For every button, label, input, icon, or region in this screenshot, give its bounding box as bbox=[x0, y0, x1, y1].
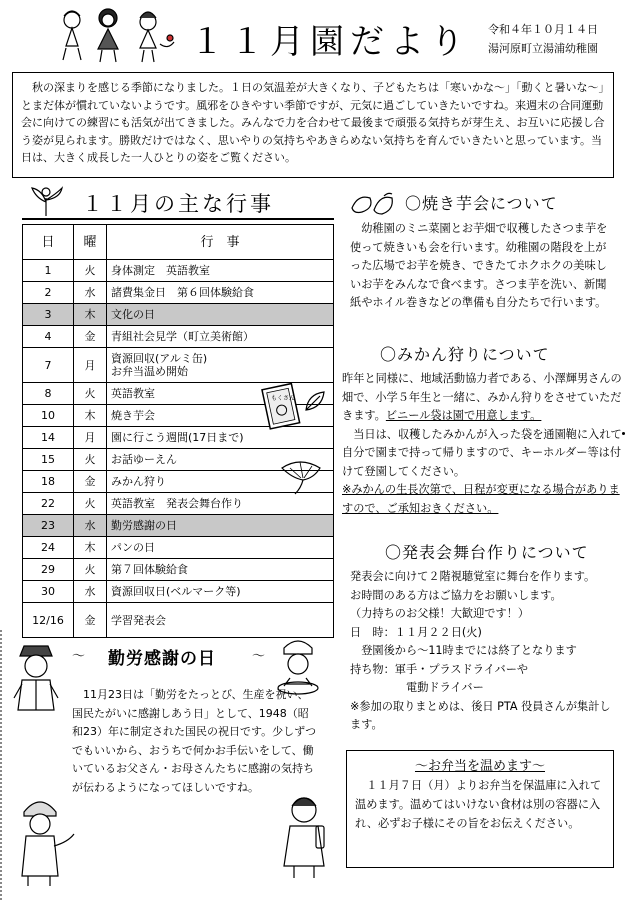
row-weekday: 月 bbox=[74, 348, 107, 383]
row-event: 学習発表会 bbox=[107, 603, 334, 638]
wave-right: 〜 bbox=[252, 649, 266, 664]
row-weekday: 木 bbox=[74, 537, 107, 559]
newsletter-title: １１月園だより bbox=[190, 22, 470, 62]
row-day: 4 bbox=[23, 326, 74, 348]
bento-body: １１月７日（月）よりお弁当を保温庫に入れて温めます。温めてはいけない食材は別の容器に入れ、必ずお子様にその旨をお伝えください。 bbox=[355, 779, 602, 830]
events-header-row bbox=[23, 225, 334, 260]
wave-left: 〜 bbox=[72, 649, 86, 664]
row-event: 青組社会見学（町立美術館） bbox=[107, 326, 334, 348]
row-weekday: 水 bbox=[74, 515, 107, 537]
stage-bring-1: 軍手・プラスドライバーや bbox=[394, 662, 529, 676]
stage-heading: 〇発表会舞台作りについて bbox=[385, 543, 589, 562]
row-day: 23 bbox=[23, 515, 74, 537]
mikan-body-2: 当日は、収穫したみかんが入った袋を通園鞄に入れて自分で園まで持って帰りますので、キーホルダー等は付けて登園してください。 bbox=[342, 427, 622, 478]
table-row bbox=[23, 326, 334, 348]
row-event: 文化の日 bbox=[107, 304, 334, 326]
row-weekday: 木 bbox=[74, 405, 107, 427]
row-weekday: 金 bbox=[74, 326, 107, 348]
table-row-holiday bbox=[23, 515, 334, 537]
row-weekday: 金 bbox=[74, 471, 107, 493]
row-event: 英語教室 bbox=[107, 383, 334, 405]
police-officer-illustration bbox=[8, 640, 64, 720]
row-day: 8 bbox=[23, 383, 74, 405]
row-day: 12/16 bbox=[23, 603, 74, 638]
row-day: 30 bbox=[23, 581, 74, 603]
row-day: 18 bbox=[23, 471, 74, 493]
header-event: 行 事 bbox=[107, 225, 334, 260]
row-day: 22 bbox=[23, 493, 74, 515]
leaf-icon bbox=[302, 388, 328, 414]
imo-heading: 〇焼き芋会について bbox=[405, 194, 558, 213]
children-illustration bbox=[50, 4, 180, 66]
stage-date bbox=[350, 624, 620, 643]
events-title: １１月の主な行事 bbox=[82, 192, 274, 216]
row-event bbox=[107, 348, 334, 383]
row-day: 3 bbox=[23, 304, 74, 326]
row-weekday: 火 bbox=[74, 383, 107, 405]
mikan-body-1: 昨年と同様に、地域活動協力者である、小澤輝男さんの畑で、小学５年生と一緒に、みかん狩りをさせていただきます。 bbox=[342, 372, 622, 422]
dot-mark bbox=[622, 432, 625, 435]
row-event: 資源回収日(ベルマーク等) bbox=[107, 581, 334, 603]
school-name: 湯河原町立湯浦幼稚園 bbox=[488, 42, 598, 55]
table-row bbox=[23, 260, 334, 282]
bento-notice-box bbox=[346, 750, 614, 868]
header-date-block bbox=[488, 20, 598, 58]
stage-bring-2: 電動ドライバー bbox=[406, 681, 484, 694]
row-event: 勤労感謝の日 bbox=[107, 515, 334, 537]
stage-section bbox=[350, 568, 620, 735]
row-weekday: 月 bbox=[74, 427, 107, 449]
mikan-bag-note: ビニール袋は園で用意します。 bbox=[385, 409, 542, 422]
plant-icon bbox=[26, 184, 66, 218]
row-event-line2: お弁当温め開始 bbox=[111, 365, 188, 378]
row-weekday: 金 bbox=[74, 603, 107, 638]
row-day: 10 bbox=[23, 405, 74, 427]
row-weekday: 木 bbox=[74, 304, 107, 326]
row-event: パンの日 bbox=[107, 537, 334, 559]
sweet-potato-icon bbox=[348, 188, 398, 218]
row-day: 14 bbox=[23, 427, 74, 449]
row-day: 1 bbox=[23, 260, 74, 282]
row-event: 焼き芋会 bbox=[107, 405, 334, 427]
row-day: 2 bbox=[23, 282, 74, 304]
stage-note: ※参加の取りまとめは、後日 PTA 役員さんが集計します。 bbox=[350, 699, 611, 731]
row-event: 諸費集金日 第６回体験給食 bbox=[107, 282, 334, 304]
stage-bring-label: 持ち物： bbox=[350, 662, 395, 676]
stage-line-3: （力持ちのお父様！大歓迎です！） bbox=[350, 607, 530, 620]
row-event: お話ゆーえん bbox=[107, 449, 334, 471]
stage-date-value: １１月２２日(火) bbox=[394, 625, 482, 639]
table-row bbox=[23, 581, 334, 603]
row-day: 24 bbox=[23, 537, 74, 559]
labor-day-body: 11月23日は「勤労をたっとび、生産を祝い、国民たがいに感謝しあう日」として、1948（昭和23）年に制定された国民の祝日です。少しずつでもいいから、おうちで何かお手伝いをして、働いているお父さん・お母さんたちに感謝の気持ちが伝わるようになってほしいですね。 bbox=[72, 688, 317, 794]
stage-line-2: お時間のある方はご協力をお願いします。 bbox=[350, 588, 562, 602]
row-day: 15 bbox=[23, 449, 74, 471]
firefighter-illustration bbox=[10, 790, 80, 890]
header-day: 日 bbox=[23, 225, 74, 260]
table-row bbox=[23, 603, 334, 638]
row-event: 第７回体験給食 bbox=[107, 559, 334, 581]
book-label: もくさん bbox=[271, 395, 296, 402]
stage-time-note: 登園後から～11時までには終了となります bbox=[361, 644, 577, 657]
row-event: 身体測定 英語教室 bbox=[107, 260, 334, 282]
row-event: 英語教室 発表会舞台作り bbox=[107, 493, 334, 515]
table-row-holiday bbox=[23, 304, 334, 326]
row-event: みかん狩り bbox=[107, 471, 334, 493]
row-event: 園に行こう週間(17日まで) bbox=[107, 427, 334, 449]
row-day: 29 bbox=[23, 559, 74, 581]
table-row bbox=[23, 537, 334, 559]
row-weekday: 火 bbox=[74, 449, 107, 471]
stage-line-1: 発表会に向けて２階視聴覚室に舞台を作ります。 bbox=[350, 570, 596, 583]
row-weekday: 火 bbox=[74, 559, 107, 581]
row-day: 7 bbox=[23, 348, 74, 383]
row-weekday: 水 bbox=[74, 581, 107, 603]
table-row bbox=[23, 282, 334, 304]
events-title-underline bbox=[22, 218, 334, 220]
table-row bbox=[23, 559, 334, 581]
row-weekday: 火 bbox=[74, 260, 107, 282]
child-with-bottle-illustration bbox=[276, 786, 336, 886]
imo-body: 幼稚園のミニ菜園とお芋畑で収穫したさつま芋を使って焼きいも会を行います。幼稚園の階段を上がった広場でお芋を焼き、できたてホクホクの美味しいお芋をみんなで食べます。さつま芋を洗い、新聞紙やホイル巻きなどの準備も自分たちで行います。 bbox=[350, 222, 608, 309]
row-weekday: 火 bbox=[74, 493, 107, 515]
issue-date: 令和４年１０月１４日 bbox=[488, 23, 598, 36]
row-event-line1: 資源回収(アルミ缶) bbox=[111, 352, 208, 365]
stage-date-label: 日 時： bbox=[350, 625, 395, 639]
ginkgo-leaf-icon bbox=[278, 456, 324, 496]
table-row bbox=[23, 348, 334, 383]
mikan-schedule-note: ※みかんの生長次第で、日程が変更になる場合がありますので、ご承知おきください。 bbox=[342, 483, 620, 515]
stage-bring bbox=[350, 661, 620, 680]
header-weekday: 曜 bbox=[74, 225, 107, 260]
mikan-heading: 〇みかん狩りについて bbox=[380, 345, 550, 364]
book-illustration bbox=[258, 380, 306, 434]
labor-day-heading: 勤労感謝の日 bbox=[108, 649, 216, 669]
row-weekday: 水 bbox=[74, 282, 107, 304]
intro-paragraph: 秋の深まりを感じる季節になりました。１日の気温差が大きくなり、子どもたちは「寒いかな～」「動くと暑いな～」とまだ体が慣れていないようです。風邪をひきやすい季節ですが、元気に過ごしていきたいですね。来週末の合同運動会に向けての練習にも活気が出てきました。みんなで力を合わせて最後まで頑張る気持ちが芽生え、お互いに応援し合う姿が見られます。勝敗だけではなく、思いやりの気持ちやあきらめない気持ちを育んでいきたいと思っています。当日は、大きく成長した一人ひとりの姿をご覧ください。 bbox=[12, 72, 614, 178]
bento-heading: ～お弁当を温めます～ bbox=[414, 759, 545, 774]
mikan-section bbox=[342, 370, 622, 518]
